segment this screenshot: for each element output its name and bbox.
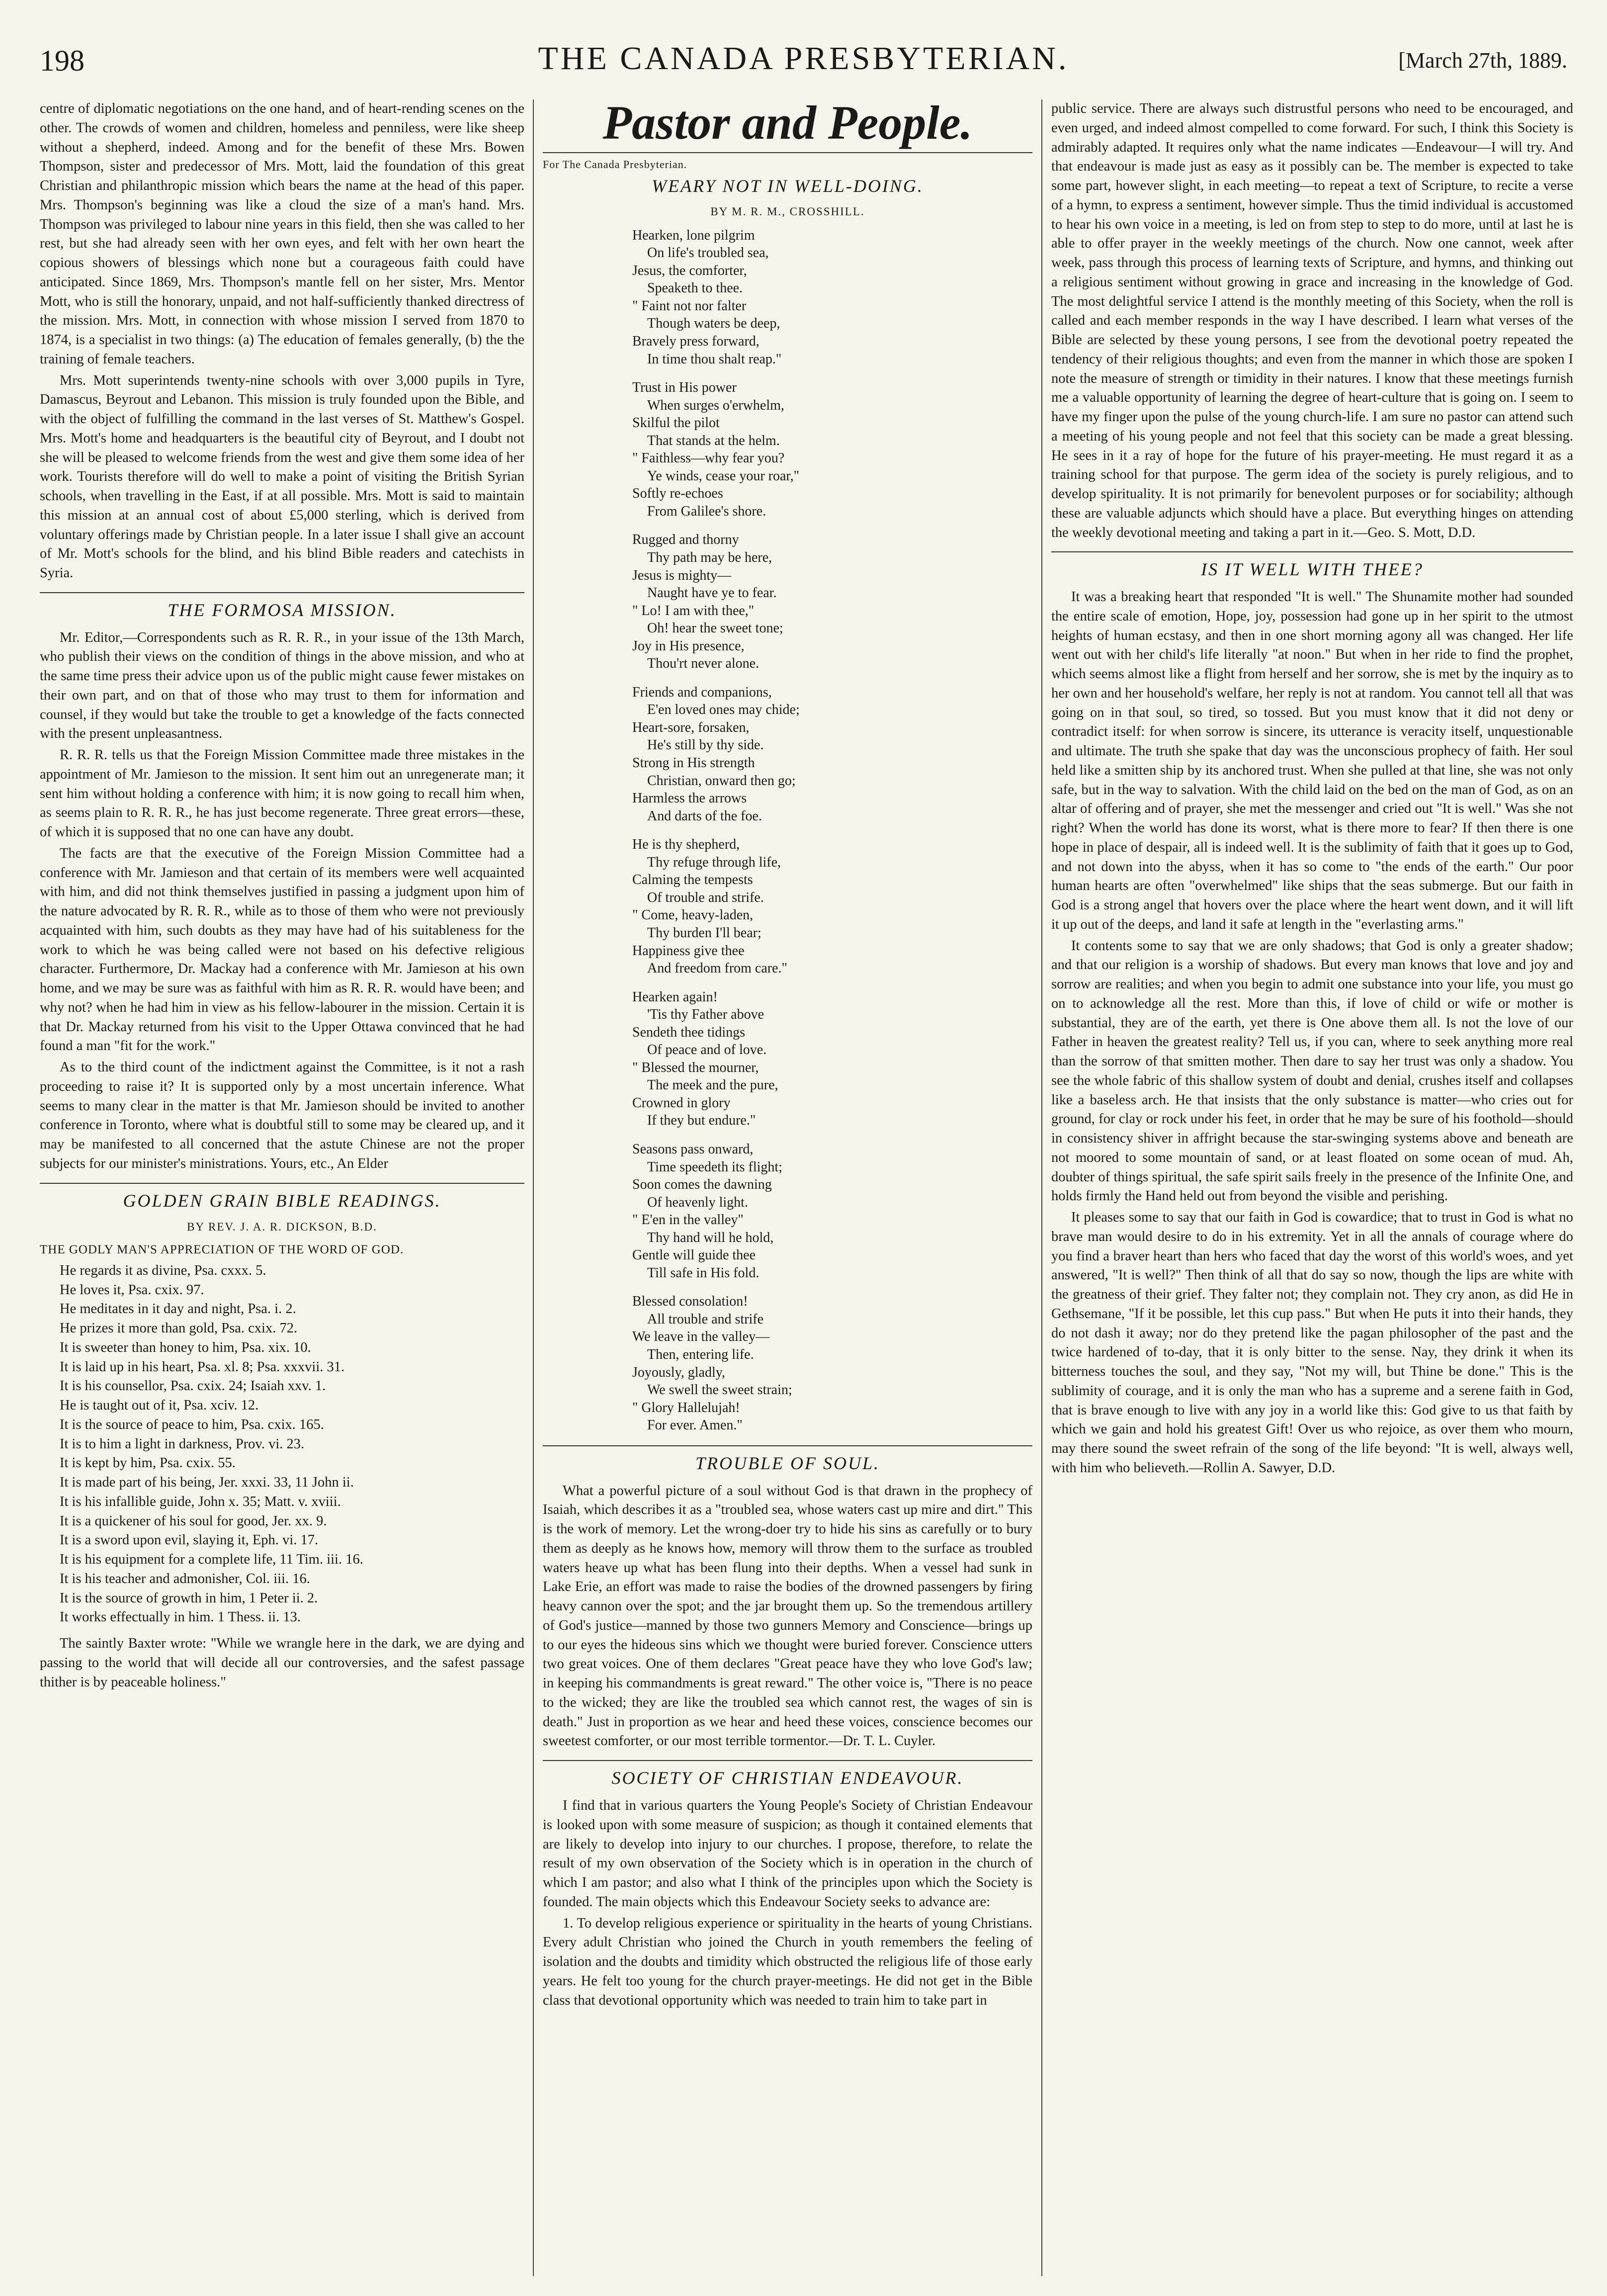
syrian-mission-paragraph: Mrs. Mott superintends twenty-nine schools with over 3,000 pupils in Tyre, Damascus, Beyrout and Lebanon. This mission is truly founded upon the Bible, and with the object of fulfilling the command in the last verses of St. Matthew's Gospel. Mrs. Mott's home and headquarters is the beautiful city of Beyrout, and I doubt not she will be pleased to welcome friends from the west and give them some idea of her work. Tourists therefore will do well to make a point of visiting the British Syrian schools, when travelling in the East, if at all possible. Mrs. Mott is said to maintain this mission at an annual cost of about £5,000 sterling, which is derived from voluntary offerings made by Christian people. In a later issue I shall give an account of Mr. Mott's schools for the blind, and his blind Bible readers and catechists in Syria.	[40, 372, 524, 581]
poem-line: Rugged and thorny	[632, 532, 739, 548]
golden-grain-byline: BY REV. J. A. R. DICKSON, B.D.	[187, 1220, 377, 1233]
syrian-mission-paragraph: centre of diplomatic negotiations on the one hand, and of heart-rending scenes on the other. The crowds of women and children, homeless and penniless, were like sheep without a shepherd, indeed. Among and for the benefit of these Mrs. Bowen Thompson, sister and predecessor of Mrs. Mott, laid the foundation of this great Christian and philanthropic mission which bears the name at the head of this paper. Mrs. Thompson's beginning was like a cloud the size of a man's hand. Mrs. Thompson was privileged to labour nine years in this field, then she was called to her rest, but she had already seen with her own eyes, and felt with her own heart the copious showers of blessings which none but a courageous faith could have anticipated. Since 1869, Mrs. Thompson's mantle fell on her sister, Mrs. Mentor Mott, who is still the honorary, unpaid, and not half-sufficiently thanked directress of the mission. Mrs. Mott, in connection with whose mission I served from 1870 to 1874, is a specialist in two things: (a) The education of females generally, (b) the the training of female teachers.	[40, 101, 524, 367]
poem-line: " Blessed the mourner,	[632, 1060, 759, 1075]
poem-line: Bravely press forward,	[632, 334, 760, 349]
christian-endeavour-paragraph: 1. To develop religious experience or spirituality in the hearts of young Christians. Every adult Christian who joined the Church in youth remembers the feeling of isolation and the doubts and timidity which obstructed the religious life of those early years. He felt too young for the church prayer-meetings. He did not get in the Bible class that devotional opportunity which was needed to train him to take part in	[543, 1915, 1032, 2008]
list-item: It is kept by him, Psa. cxix. 55.	[60, 1455, 236, 1471]
list-item: He meditates in it day and night, Psa. i. 2.	[60, 1301, 296, 1317]
column-1	[40, 99, 524, 2276]
poem-line: Thy hand will he hold,	[647, 1230, 774, 1245]
formosa-heading: THE FORMOSA MISSION.	[40, 592, 524, 622]
christian-endeavour-continued: public service. There are always such distrustful persons who need to be encouraged, and even urged, and indeed almost compelled to come forward. For such, I think this Society is admirably adapted. It requires only what the name indicates —Endeavour—I will try. And that endeavour is made just as easy as it possibly can be. The member is expected to take some part, however slight, in each meeting—to repeat a text of Scripture, to recite a verse of a hymn, to express a sentiment, however simple. Thus the timid individual is accustomed to hear his own voice in a meeting, is led on from step to step to do more, until at last he is able to offer prayer in the weekly meetings of the church. Now one cannot, week after week, pass through this process of learning texts of Scripture, and hymns, and thinking out a religious sentiment without growing in grace and increasing in the knowledge of God. The most delightful service I attend is the monthly meeting of this Society, when the roll is called and each member responds in the way I have described. I learn what verses of the Bible are selected by these young persons, I see from the devotional poetry repeated the tendency of their religious thoughts; and even from the manner in which those are spoken I note the measure of strength or timidity in their natures. I know that these meetings furnish me a valuable opportunity of learning the degree of heart-culture that is going on. I seem to have my finger upon the pulse of the young church-life. I am sure no pastor can attend such a meeting of his young people and not feel that this society can be made a great blessing. He sees in it a ray of hope for the future of his prayer-meeting. He must regard it as a training school for that purpose. The germ idea of the society is purely religious, and to develop spirituality. It is not primarily for benevolent purposes or for sociability; although these are valuable adjuncts which should have a place. But everything hinges on attending the weekly devotional meeting and taking a part in it.—Geo. S. Mott, D.D.	[1051, 101, 1573, 540]
poem-line: He is thy shepherd,	[632, 837, 740, 853]
formosa-paragraph: The facts are that the executive of the Foreign Mission Committee had a conference with Mr. Jamieson and that certain of its members were well acquainted with him, and did not think themselves justified in passing a judgment upon him of the nature advocated by R. R. R., while as to those of them who were not previously acquainted with him, such doubts as they may have had of his suitableness for the work to which he was being called were not based on his defective religious character. Furthermore, Dr. Mackay had a conference with Mr. Jamieson at his own home, and we may be sure was as faithful with him as R. R. R. would have been; and why not? when he had him in view as his fellow-labourer in the mission. Certain it is that Dr. Mackay returned from his visit to the Upper Ottawa convinced that he had found a man "fit for the work."	[40, 845, 524, 1054]
list-item: It is a quickener of his soul for good, Jer. xx. 9.	[60, 1513, 327, 1529]
list-item: It is his infallible guide, John x. 35; Matt. v. xviii.	[60, 1494, 341, 1509]
poem-line: Joy in His presence,	[632, 638, 745, 654]
poem-line: Hearken again!	[632, 989, 718, 1005]
poem-line: Heart-sore, forsaken,	[632, 719, 750, 735]
poem	[632, 227, 1032, 1434]
page-number: 198	[40, 44, 85, 77]
formosa-paragraph: Mr. Editor,—Correspondents such as R. R. R., in your issue of the 13th March, who publish their views on the condition of things in the above mission, and who at the same time press their advice upon us of the public might cause fewer mistakes on their own part, and on that of those who may trust to them for information and counsel, if they would but take the trouble to get a knowledge of the facts connected with the present unpleasantness.	[40, 629, 524, 742]
poem-line: Naught have ye to fear.	[647, 585, 777, 601]
divider	[543, 152, 1032, 153]
page-header	[40, 35, 1567, 89]
department-title: Pastor and People.	[602, 99, 973, 149]
poem-byline: BY M. R. M., CROSSHILL.	[710, 205, 865, 218]
golden-grain-heading: GOLDEN GRAIN BIBLE READINGS.	[40, 1183, 524, 1213]
baxter-quote: The saintly Baxter wrote: "While we wrangle here in the dark, we are dying and passing to the world that will decide all our controversies, and the safest passage thither is by peaceable holiness."	[40, 1636, 524, 1690]
trouble-of-soul-paragraph: What a powerful picture of a soul without God is that drawn in the prophecy of Isaiah, which describes it as a "troubled sea, whose waters cast up mire and dirt." This is the work of memory. Let the wrong-doer try to hide his sins as carefully or to bury them as deeply as he knows how, memory will throw them to the surface as troubled waters heave up what has been flung into their depths. When a vessel had sunk in Lake Erie, an effort was made to raise the bodies of the drowned passengers by firing heavy cannon over the spot; and the jar brought them up. So the tremendous artillery of God's justice—manned by those two gunners Memory and Conscience—brings up to our eyes the hideous sins which we thought were buried forever. Conscience utters two great voices. One of them declares "Great peace have they who love God's law; in keeping his commandments is great reward." The other voice is, "There is no peace to the wicked; they are like the troubled sea which cannot rest, the wages of sin is death." Just in proportion as we hear and heed these voices, conscience becomes our sweetest comforter, or our most terrible tormentor.—Dr. T. L. Cuyler.	[543, 1483, 1032, 1749]
poem-line: " Glory Hallelujah!	[632, 1400, 740, 1415]
poem-line: Till safe in His fold.	[647, 1265, 760, 1281]
poem-line: Calming the tempests	[632, 872, 753, 888]
poem-line: Jesus, the comforter,	[632, 263, 747, 278]
poem-line: On life's troubled sea,	[647, 245, 769, 261]
golden-grain-list	[40, 1261, 524, 1627]
poem-line: For ever. Amen."	[647, 1417, 743, 1433]
poem-line: Thy burden I'll bear;	[647, 925, 761, 941]
for-line: For The Canada Presbyterian.	[543, 158, 687, 171]
poem-line: Happiness give thee	[632, 943, 745, 959]
poem-line: Christian, onward then go;	[647, 773, 796, 789]
poem-line: And freedom from care."	[647, 961, 787, 976]
list-item: He is taught out of it, Psa. xciv. 12.	[60, 1398, 259, 1413]
list-item: He prizes it more than gold, Psa. cxix. 72.	[60, 1321, 298, 1336]
poem-line: 'Tis thy Father above	[647, 1007, 764, 1023]
poem-line: " Faithless—why fear you?	[632, 450, 785, 466]
poem-stanza	[632, 1293, 1032, 1434]
column-2	[543, 99, 1032, 2276]
poem-line: Softly re-echoes	[632, 486, 723, 502]
poem-line: He's still by thy side.	[647, 737, 764, 753]
poem-line: Crowned in glory	[632, 1095, 731, 1111]
newspaper-title: THE CANADA PRESBYTERIAN.	[538, 40, 1069, 77]
poem-stanza	[632, 684, 1032, 825]
list-item: It is made part of his being, Jer. xxxi. 33, 11 John ii.	[60, 1475, 354, 1491]
list-item: It is to him a light in darkness, Prov. vi. 23.	[60, 1436, 305, 1452]
poem-line: Of peace and of love.	[647, 1042, 767, 1058]
poem-line: " Faint not nor falter	[632, 298, 747, 314]
poem-line: And darts of the foe.	[647, 808, 762, 824]
list-item: It is the source of growth in him, 1 Peter ii. 2.	[60, 1590, 318, 1606]
trouble-of-soul-heading: TROUBLE OF SOUL.	[543, 1445, 1032, 1476]
list-item: It works effectually in him. 1 Thess. ii. 13.	[60, 1609, 301, 1625]
poem-line: If they but endure."	[647, 1113, 756, 1129]
issue-date: [March 27th, 1889.	[1398, 48, 1567, 73]
poem-title: WEARY NOT IN WELL-DOING.	[652, 176, 924, 196]
poem-line: Friends and companions,	[632, 684, 772, 700]
is-it-well-paragraph: It contents some to say that we are only shadows; that God is only a greater shadow; and that our religion is a worship of shadows. But every man knows that love and joy and sorrow are realities; and when you begin to admit one substance into your life, you must go on to acknowledge all the rest. More than this, if love of child or wife or mother is substantial, they are of the earth, yet there is One above them all. Is not the love of our Father in heaven the greatest reality? Tell us, if you can, where to seek anything more real than the sorrow of that smitten mother. Then dare to say her trust was only a shadow. You see the whole fabric of this shallow system of doubt and denial, crushes itself and collapses like a baseless arch. He that insists that the only substance is matter—who cries out for ground, for clay or rock under his feet, in order that he may be sure of his foothold—should in consistency shiver in affright because the star-swinging systems above and beneath are not moored to some mountain of sand, or at least floated on some ocean of mud. Ah, doubter of things spiritual, the safe spirit sails freely in the presence of the Infinite One, and holds firmly the Hand held out from beyond the visible and perishing.	[1051, 938, 1573, 1204]
list-item: It is laid up in his heart, Psa. xl. 8; Psa. xxxvii. 31.	[60, 1359, 345, 1375]
poem-line: That stands at the helm.	[647, 433, 780, 448]
poem-line: Strong in His strength	[632, 755, 755, 771]
poem-line: We swell the sweet strain;	[647, 1382, 792, 1398]
poem-stanza	[632, 227, 1032, 368]
formosa-paragraph: As to the third count of the indictment against the Committee, is it not a rash proceeding to raise it? It is supported only by a most uncertain inference. What seems to many clear in the matter is that Mr. Jamieson should be invited to another conference in Toronto, where what is doubtful still to some may be cleared up, and it may be manifested to all concerned that the astute Chinese are not the proper subjects for our minister's ministrations. Yours, etc., An Elder	[40, 1060, 524, 1171]
poem-line: Trust in His power	[632, 380, 737, 396]
list-item: It is his teacher and admonisher, Col. iii. 16.	[60, 1571, 310, 1587]
golden-grain-subheading: THE GODLY MAN'S APPRECIATION OF THE WORD OF GOD.	[40, 1242, 404, 1256]
list-item: He regards it as divine, Psa. cxxx. 5.	[60, 1262, 266, 1278]
poem-line: Gentle will guide thee	[632, 1247, 756, 1263]
poem-line: Speaketh to thee.	[647, 280, 743, 296]
poem-line: Ye winds, cease your roar,"	[647, 468, 800, 484]
list-item: It is a sword upon evil, slaying it, Eph. vi. 17.	[60, 1532, 319, 1548]
poem-line: Thy path may be here,	[647, 550, 772, 566]
poem-line: Seasons pass onward,	[632, 1141, 754, 1157]
poem-stanza	[632, 836, 1032, 977]
list-item: It is sweeter than honey to him, Psa. xix. 10.	[60, 1339, 311, 1355]
list-item: It is his counsellor, Psa. cxix. 24; Isaiah xxv. 1.	[60, 1378, 326, 1394]
christian-endeavour-paragraph: I find that in various quarters the Young People's Society of Christian Endeavour is looked upon with some measure of suspicion; as though it contained elements that are likely to develop into injury to our churches. I propose, therefore, to relate the result of my own observation of the Society which is in operation in the church of which I am pastor; and also what I think of the principles upon which the Society is founded. The main objects which this Endeavour Society seeks to advance are:	[543, 1798, 1032, 1910]
poem-line: Time speedeth its flight;	[647, 1159, 782, 1175]
list-item: It is the source of peace to him, Psa. cxix. 165.	[60, 1416, 324, 1432]
poem-line: Then, entering life.	[647, 1346, 754, 1362]
is-it-well-paragraph: It was a breaking heart that responded "It is well." The Shunamite mother had sounded the entire scale of emotion, Hope, joy, possession had gone up in her spirit to the utmost heights of human ecstasy, and then in one short morning agony all was changed. Her life went out with her child's life literally "at noon." But when in her ride to find the prophet, which seems almost like a flight from herself and her sorrow, she is met by the inquiry as to her own and her household's welfare, her reply is not at random. You cannot tell all that was going on in that soul, so tired, so tossed. But you must know that it did not deny or contradict itself: for when sorrow is sincere, its utterance is veracity itself, unquestionable and ultimate. The truth she spake that day was the unconscious prophecy of faith. Her soul held like a smitten ship by its anchored trust. When she pulled at that line, she was not only safe, but in the way to salvation. With the child laid on the bed on the man of God, as on an altar of offering and of prayer, she met the messenger and cried out "It is well." Was she not right? When the world has done its worst, what is there more to fear? If then there is one hope in place of despair, all is indeed well. It is the sublimity of faith that it goes up to God, and not down into the abyss, when it has so come to "the ends of the earth." Our poor human hearts are often "overwhelmed" like ships that the seas submerge. But our faith in God is a strong angel that hovers over the place where the heart went down, and it will lift it up out of the deeps, and land it safe at length in the "everlasting arms."	[1051, 589, 1573, 932]
poem-line: Sendeth thee tidings	[632, 1024, 746, 1040]
poem-line: Harmless the arrows	[632, 791, 747, 806]
poem-line: Of heavenly light.	[647, 1194, 748, 1210]
poem-line: Hearken, lone pilgrim	[632, 227, 755, 243]
poem-line: E'en loved ones may chide;	[647, 702, 800, 718]
poem-line: " Lo! I am with thee,"	[632, 603, 755, 618]
list-item: It is his equipment for a complete life, 11 Tim. iii. 16.	[60, 1552, 363, 1568]
poem-line: " Come, heavy-laden,	[632, 907, 754, 923]
poem-line: Of trouble and strife.	[647, 889, 764, 905]
poem-line: Blessed consolation!	[632, 1294, 748, 1310]
column-3	[1051, 99, 1573, 2276]
column-rule-1	[533, 99, 534, 2276]
poem-line: Skilful the pilot	[632, 415, 720, 431]
poem-line: Soon comes the dawning	[632, 1177, 772, 1193]
poem-line: " E'en in the valley"	[632, 1212, 744, 1228]
poem-line: In time thou shalt reap."	[647, 351, 782, 367]
poem-stanza	[632, 379, 1032, 520]
poem-stanza	[632, 531, 1032, 672]
poem-stanza	[632, 988, 1032, 1130]
formosa-paragraph: R. R. R. tells us that the Foreign Mission Committee made three mistakes in the appointment of Mr. Jamieson to the mission. It sent him out an unregenerate man; it sent him without holding a conference with him; it is now going to recall him when, as seems plain to R. R. R., he has just become regenerate. Three great errors—these, of which it is supposed that no one can have any doubt.	[40, 747, 524, 840]
poem-line: We leave in the valley—	[632, 1329, 770, 1345]
poem-line: Oh! hear the sweet tone;	[647, 620, 783, 636]
christian-endeavour-heading: SOCIETY OF CHRISTIAN ENDEAVOUR.	[543, 1760, 1032, 1790]
is-it-well-paragraph: It pleases some to say that our faith in God is cowardice; that to trust in God is what no brave man would desire to do in his extremity. Yet in all the annals of courage where do you find a braver heart than hers who faced that day the worst of this world's woes, and yet answered, "It is well?" Then think of all that do say so now, though the lips are white with the greatness of their grief. They falter not; they complain not. They cry anon, as did He in Gethsemane, "If it be possible, let this cup pass." But when He puts it into their hands, they do not dash it away; nor do they pretend like the pagan philosopher of the past and the twice hardened of to-day, that it is only bitter to the sense. Nay, they drink it when its bitterness touches the soul, and they say, "Not my will, but Thine be done." This is the sublimity of courage, and it is only the man who has a supreme and a serene faith in God, that is brave enough to live with any joy in a world like this: God give to us that faith by which we gain and hold his greatest Gift! Over us who rejoice, as over them who mourn, may there sound the sweet refrain of the song of the life beyond: "It is well, always well, with him who believeth.—Rollin A. Sawyer, D.D.	[1051, 1210, 1573, 1476]
column-rule-2	[1041, 99, 1042, 2276]
poem-stanza	[632, 1141, 1032, 1282]
poem-line: Thou'rt never alone.	[647, 656, 760, 672]
poem-line: Joyously, gladly,	[632, 1364, 725, 1380]
poem-line: All trouble and strife	[647, 1311, 764, 1327]
poem-line: The meek and the pure,	[647, 1077, 778, 1093]
list-item: He loves it, Psa. cxix. 97.	[60, 1282, 204, 1298]
poem-line: Jesus is mighty—	[632, 567, 732, 583]
poem-line: Though waters be deep,	[647, 316, 780, 332]
poem-line: From Galilee's shore.	[647, 503, 766, 519]
is-it-well-heading: IS IT WELL WITH THEE?	[1051, 551, 1573, 582]
poem-line: When surges o'erwhelm,	[647, 397, 784, 413]
poem-line: Thy refuge through life,	[647, 854, 781, 870]
